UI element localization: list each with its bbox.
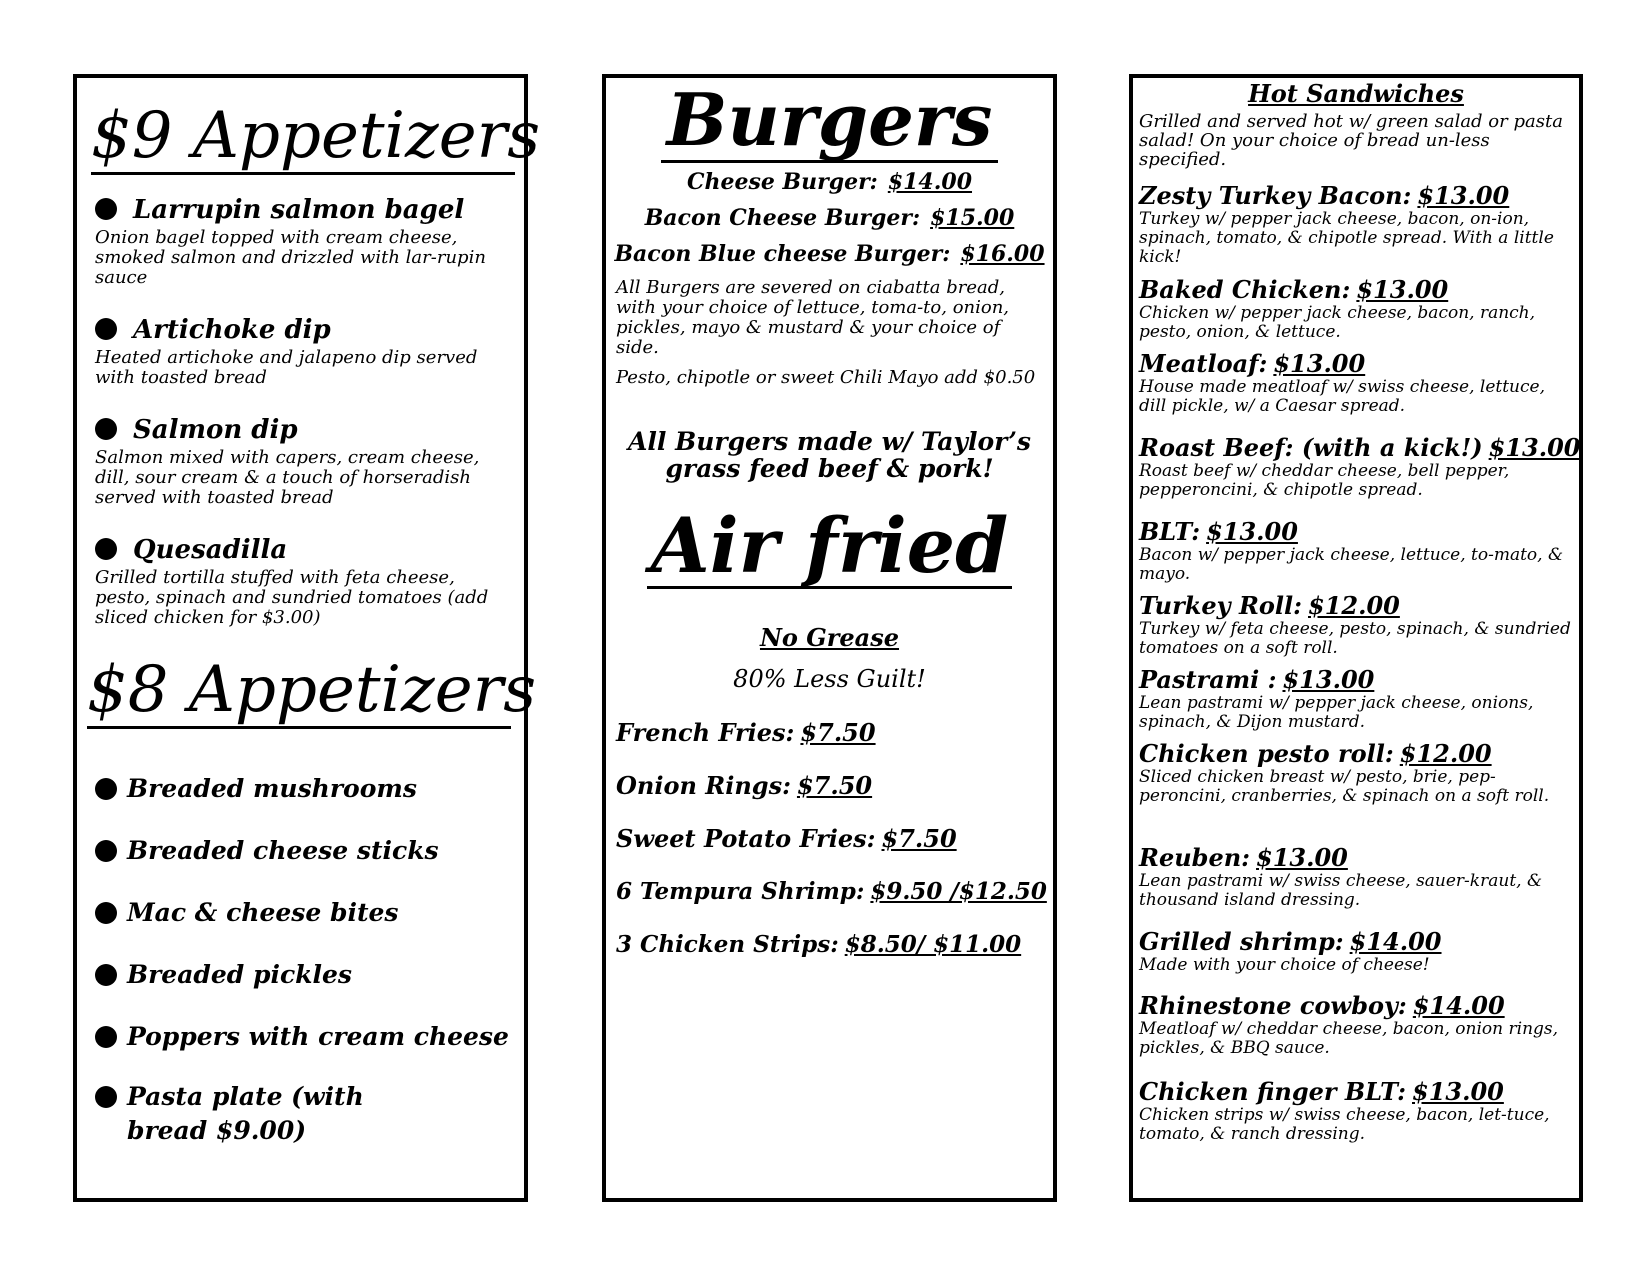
appetizer-name: Breaded mushrooms bbox=[127, 774, 417, 803]
sandwich-description: Chicken strips w/ swiss cheese, bacon, let-tuce, tomato, & ranch dressing. bbox=[1139, 1105, 1550, 1144]
burger-name: Bacon Cheese Burger: bbox=[644, 205, 921, 231]
appetizer-item bbox=[95, 1080, 425, 1148]
sandwich-item bbox=[1139, 666, 1575, 732]
appetizer-name: Quesadilla bbox=[133, 535, 288, 565]
mayo-note: Pesto, chipotle or sweet Chili Mayo add $0.50 bbox=[616, 367, 1036, 388]
eight-dollar-appetizers-heading: $8 Appetizers bbox=[87, 653, 537, 727]
bullet-icon bbox=[95, 1026, 117, 1048]
sandwich-price: $13.00 bbox=[1488, 433, 1581, 462]
sandwich-price: $14.00 bbox=[1412, 991, 1505, 1020]
sandwich-name: Reuben: bbox=[1139, 843, 1251, 872]
sandwich-price: $13.00 bbox=[1412, 1077, 1504, 1106]
sandwich-name: BLT: bbox=[1139, 517, 1201, 546]
sandwich-item bbox=[1139, 350, 1575, 416]
hot-sandwiches-heading: Hot Sandwiches bbox=[1248, 79, 1464, 108]
hot-sandwiches-intro: Grilled and served hot w/ green salad or pasta salad! On your choice of bread un-less specified. bbox=[1139, 111, 1563, 170]
sandwich-price: $13.00 bbox=[1206, 517, 1298, 546]
fried-price: $7.50 bbox=[800, 718, 876, 747]
sandwich-name: Baked Chicken: bbox=[1139, 275, 1351, 304]
appetizer-name: Salmon dip bbox=[133, 415, 298, 445]
sandwich-name: Chicken finger BLT: bbox=[1139, 1077, 1406, 1106]
appetizer-description: Onion bagel topped with cream cheese, smoked salmon and drizzled with lar-rupin sauce bbox=[95, 227, 486, 288]
taylor-beef-note: All Burgers made w/ Taylor’s grass feed beef & pork! bbox=[628, 427, 1031, 483]
sandwich-price: $13.00 bbox=[1417, 181, 1510, 210]
sandwich-description: Roast beef w/ cheddar cheese, bell pepper, pepperoncini, & chipotle spread. bbox=[1139, 461, 1510, 500]
burger-note: All Burgers are severed on ciabatta bread, with your choice of lettuce, toma-to, onion, pickles, mayo & mustard & your choice of side. bbox=[616, 277, 1010, 358]
burger-name: Bacon Blue cheese Burger: bbox=[614, 241, 951, 267]
fried-price: $8.50/ $11.00 bbox=[844, 931, 1022, 958]
bullet-icon bbox=[95, 902, 117, 924]
less-guilt-tagline: 80% Less Guilt! bbox=[733, 665, 926, 693]
burgers-panel bbox=[602, 74, 1057, 1202]
bullet-icon bbox=[95, 198, 117, 220]
sandwich-name: Chicken pesto roll: bbox=[1139, 739, 1394, 768]
fried-item bbox=[616, 877, 1047, 907]
sandwich-name: Turkey Roll: bbox=[1139, 591, 1302, 620]
appetizer-item bbox=[95, 1020, 515, 1054]
fried-name: Onion Rings: bbox=[616, 771, 791, 800]
burgers-heading: Burgers bbox=[661, 84, 999, 163]
bullet-icon bbox=[95, 840, 117, 862]
fried-name: French Fries: bbox=[616, 718, 795, 747]
sandwich-description: Turkey w/ feta cheese, pesto, spinach, & sundried tomatoes on a soft roll. bbox=[1139, 619, 1571, 658]
appetizer-name: Mac & cheese bites bbox=[127, 898, 399, 927]
fried-price: $9.50 /$12.50 bbox=[870, 878, 1047, 905]
appetizer-item bbox=[95, 194, 515, 288]
bullet-icon bbox=[95, 778, 117, 800]
sandwich-item bbox=[1139, 928, 1575, 975]
sandwich-name: Roast Beef: (with a kick!) bbox=[1139, 433, 1483, 462]
no-grease-subheading: No Grease bbox=[759, 623, 900, 652]
bullet-icon bbox=[95, 964, 117, 986]
appetizer-name: Larrupin salmon bagel bbox=[133, 195, 465, 225]
fried-price: $7.50 bbox=[796, 771, 873, 800]
appetizers-panel bbox=[73, 74, 541, 1202]
nine-dollar-appetizers-heading: $9 Appetizers bbox=[91, 99, 541, 173]
bullet-icon bbox=[95, 1086, 117, 1108]
sandwich-item bbox=[1139, 433, 1581, 500]
sandwich-item bbox=[1139, 992, 1575, 1058]
sandwich-price: $14.00 bbox=[1349, 927, 1442, 956]
sandwich-item bbox=[1139, 740, 1575, 806]
fried-item bbox=[616, 930, 1021, 960]
sandwich-price: $13.00 bbox=[1282, 665, 1375, 694]
appetizer-name: Pasta plate (with bread $9.00) bbox=[127, 1082, 364, 1145]
sandwich-item bbox=[1139, 844, 1575, 910]
burger-item bbox=[606, 240, 1053, 268]
sandwich-price: $12.00 bbox=[1308, 591, 1400, 620]
fried-name: 6 Tempura Shrimp: bbox=[616, 878, 865, 905]
sandwich-name: Zesty Turkey Bacon: bbox=[1139, 181, 1412, 210]
sandwich-item bbox=[1139, 182, 1575, 267]
sandwich-description: Meatloaf w/ cheddar cheese, bacon, onion rings, pickles, & BBQ sauce. bbox=[1139, 1019, 1559, 1058]
sandwich-description: Sliced chicken breast w/ pesto, brie, pep-peroncini, cranberries, & spinach on a soft roll. bbox=[1139, 767, 1550, 806]
appetizer-name: Poppers with cream cheese bbox=[127, 1022, 509, 1051]
burger-price: $14.00 bbox=[887, 169, 973, 195]
sandwich-description: Turkey w/ pepper jack cheese, bacon, on-ion, spinach, tomato, & chipotle spread. With a little kick! bbox=[1139, 209, 1554, 267]
sandwich-name: Meatloaf: bbox=[1139, 349, 1268, 378]
sandwich-item bbox=[1139, 592, 1575, 658]
burger-item bbox=[606, 168, 1053, 196]
appetizer-description: Salmon mixed with capers, cream cheese, dill, sour cream & a touch of horseradish served with toasted bread bbox=[95, 447, 480, 508]
appetizer-description: Heated artichoke and jalapeno dip served with toasted bread bbox=[95, 347, 478, 388]
bullet-icon bbox=[95, 318, 117, 340]
sandwich-name: Pastrami : bbox=[1139, 665, 1277, 694]
sandwich-price: $13.00 bbox=[1256, 843, 1348, 872]
sandwich-description: House made meatloaf w/ swiss cheese, lettuce, dill pickle, w/ a Caesar spread. bbox=[1139, 377, 1545, 416]
burger-price: $15.00 bbox=[930, 205, 1015, 231]
sandwich-price: $13.00 bbox=[1356, 275, 1449, 304]
burger-price: $16.00 bbox=[960, 241, 1045, 267]
fried-item bbox=[616, 718, 876, 748]
burger-name: Cheese Burger: bbox=[686, 169, 878, 195]
sandwich-name: Rhinestone cowboy: bbox=[1139, 991, 1407, 1020]
fried-item bbox=[616, 771, 872, 801]
sandwich-price: $13.00 bbox=[1273, 349, 1366, 378]
burger-item bbox=[606, 204, 1053, 232]
sandwich-description: Bacon w/ pepper jack cheese, lettuce, to-mato, & mayo. bbox=[1139, 545, 1564, 584]
sandwich-item bbox=[1139, 276, 1575, 342]
appetizer-item bbox=[95, 772, 515, 806]
sandwich-description: Made with your choice of cheese! bbox=[1139, 955, 1430, 975]
hot-sandwiches-panel bbox=[1129, 74, 1583, 1202]
appetizer-item bbox=[95, 534, 515, 628]
appetizer-item bbox=[95, 314, 515, 388]
bullet-icon bbox=[95, 418, 117, 440]
bullet-icon bbox=[95, 538, 117, 560]
fried-price: $7.50 bbox=[881, 824, 957, 853]
sandwich-item bbox=[1139, 518, 1575, 584]
sandwich-price: $12.00 bbox=[1399, 739, 1492, 768]
sandwich-name: Grilled shrimp: bbox=[1139, 927, 1344, 956]
appetizer-name: Artichoke dip bbox=[133, 315, 331, 345]
fried-name: Sweet Potato Fries: bbox=[616, 824, 876, 853]
fried-item bbox=[616, 824, 957, 854]
appetizer-item bbox=[95, 896, 515, 930]
sandwich-description: Lean pastrami w/ swiss cheese, sauer-kraut, & thousand island dressing. bbox=[1139, 871, 1543, 910]
air-fried-heading: Air fried bbox=[647, 508, 1012, 589]
appetizer-item bbox=[95, 834, 515, 868]
appetizer-item bbox=[95, 958, 515, 992]
appetizer-name: Breaded cheese sticks bbox=[127, 836, 439, 865]
sandwich-description: Chicken w/ pepper jack cheese, bacon, ranch, pesto, onion, & lettuce. bbox=[1139, 303, 1536, 342]
sandwich-description: Lean pastrami w/ pepper jack cheese, onions, spinach, & Dijon mustard. bbox=[1139, 693, 1534, 732]
fried-name: 3 Chicken Strips: bbox=[616, 931, 839, 958]
appetizer-description: Grilled tortilla stuffed with feta cheese, pesto, spinach and sundried tomatoes (add sliced chicken for $3.00) bbox=[95, 567, 489, 628]
appetizer-item bbox=[95, 414, 515, 508]
appetizer-name: Breaded pickles bbox=[127, 960, 352, 989]
sandwich-item bbox=[1139, 1078, 1575, 1144]
